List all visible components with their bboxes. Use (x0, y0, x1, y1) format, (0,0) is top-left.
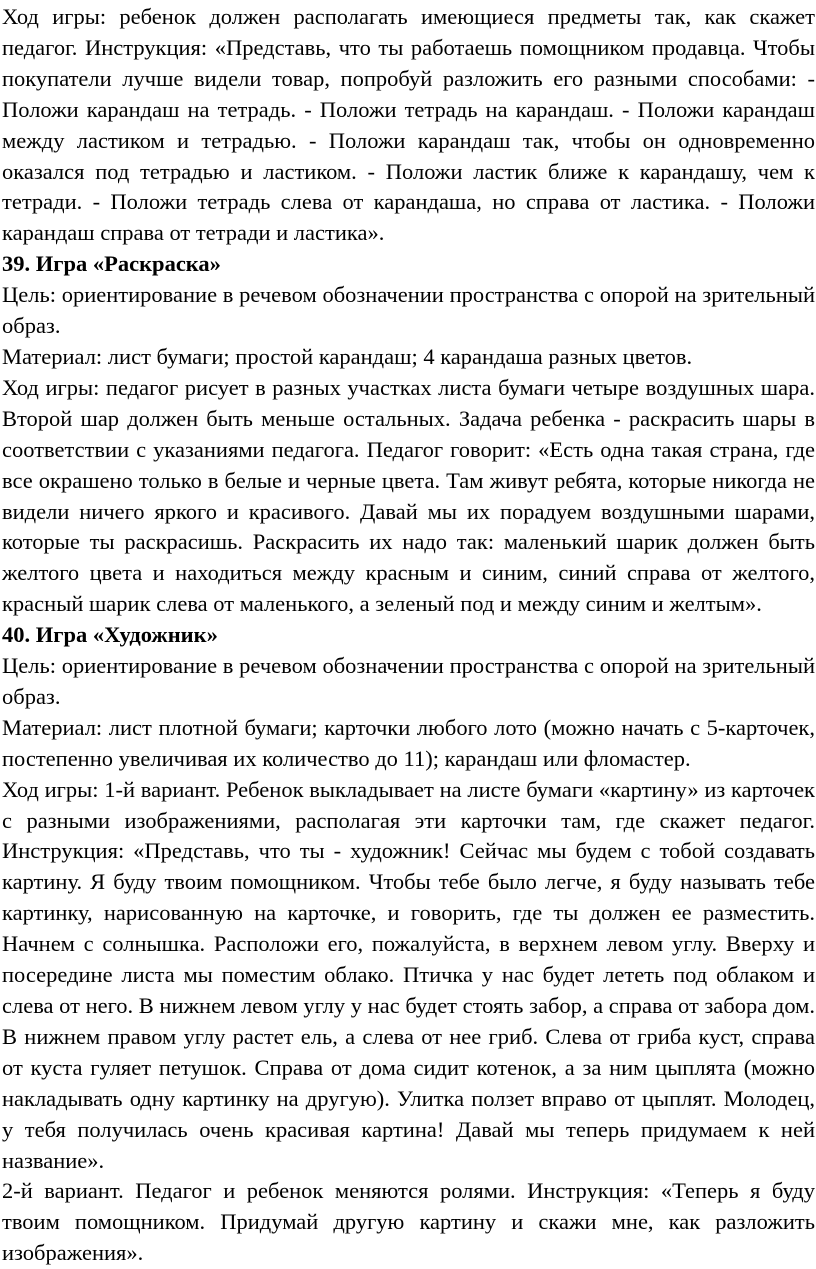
intro-paragraph: Ход игры: ребенок должен располагать имеющиеся предметы так, как скажет педагог. Инструкция: «Представь, что ты работаешь помощником продавца. Чтобы покупатели лучше видели товар, попробуй разложить его разными способами: - Положи карандаш на тетрадь. - Положи тетрадь на карандаш. - Положи карандаш между ластиком и тетрадью. - Положи карандаш так, чтобы он одновременно оказался под тетрадью и ластиком. - Положи ластик ближе к карандашу, чем к тетради. - Положи тетрадь слева от карандаша, но справа от ластика. - Положи карандаш справа от тетради и ластика». (2, 4, 815, 246)
game-39-goal: Цель: ориентирование в речевом обозначении пространства с опорой на зрительный образ. (2, 282, 815, 339)
game-40-variant-2: 2-й вариант. Педагог и ребенок меняются ролями. Инструкция: «Теперь я буду твоим помощником. Придумай другую картину и скажи мне, как разложить изображения». (2, 1178, 815, 1266)
game-39-heading: 39. Игра «Раскраска» (2, 251, 221, 277)
game-40-variant-1: Ход игры: 1-й вариант. Ребенок выкладывает на листе бумаги «картину» из карточек с разными изображениями, располагая эти карточки там, где скажет педагог. Инструкция: «Представь, что ты - художник! Сейчас мы будем с тобой создавать картину. Я буду твоим помощником. Чтобы тебе было легче, я буду называть тебе картинку, нарисованную на карточке, и говорить, где ты должен ее разместить. Начнем с солнышка. Расположи его, пожалуйста, в верхнем левом углу. Вверху и посередине листа мы поместим облако. Птичка у нас будет лететь под облаком и слева от него. В нижнем левом углу у нас будет стоять забор, а справа от забора дом. В нижнем правом углу растет ель, а слева от нее гриб. Слева от гриба куст, справа от куста гуляет петушок. Справа от дома сидит котенок, а за ним цыплята (можно накладывать одну картинку на другую). Улитка ползет вправо от цыплят. Молодец, у тебя получилась очень красивая картина! Давай мы теперь придумаем к ней название». (2, 776, 815, 1173)
game-39-material: Материал: лист бумаги; простой карандаш; 4 карандаша разных цветов. (2, 343, 693, 369)
game-39-course: Ход игры: педагог рисует в разных участках листа бумаги четыре воздушных шара. Второй шар должен быть меньше остальных. Задача ребенка - раскрасить шары в соответствии с указаниями педагога. Педагог говорит: «Есть одна такая страна, где все окрашено только в белые и черные цвета. Там живут ребята, которые никогда не видели ничего яркого и красивого. Давай мы их порадуем воздушными шарами, которые ты раскрасишь. Раскрасить их надо так: маленький шарик должен быть желтого цвета и находиться между красным и синим, синий справа от желтого, красный шарик слева от маленького, а зеленый под и между синим и желтым». (2, 374, 815, 617)
game-40-goal: Цель: ориентирование в речевом обозначении пространства с опорой на зрительный образ. (2, 653, 815, 709)
game-40-material: Материал: лист плотной бумаги; карточки любого лото (можно начать с 5-карточек, постепенно увеличивая их количество до 11); карандаш или фломастер. (2, 714, 815, 771)
game-40-heading: 40. Игра «Художник» (2, 622, 218, 648)
